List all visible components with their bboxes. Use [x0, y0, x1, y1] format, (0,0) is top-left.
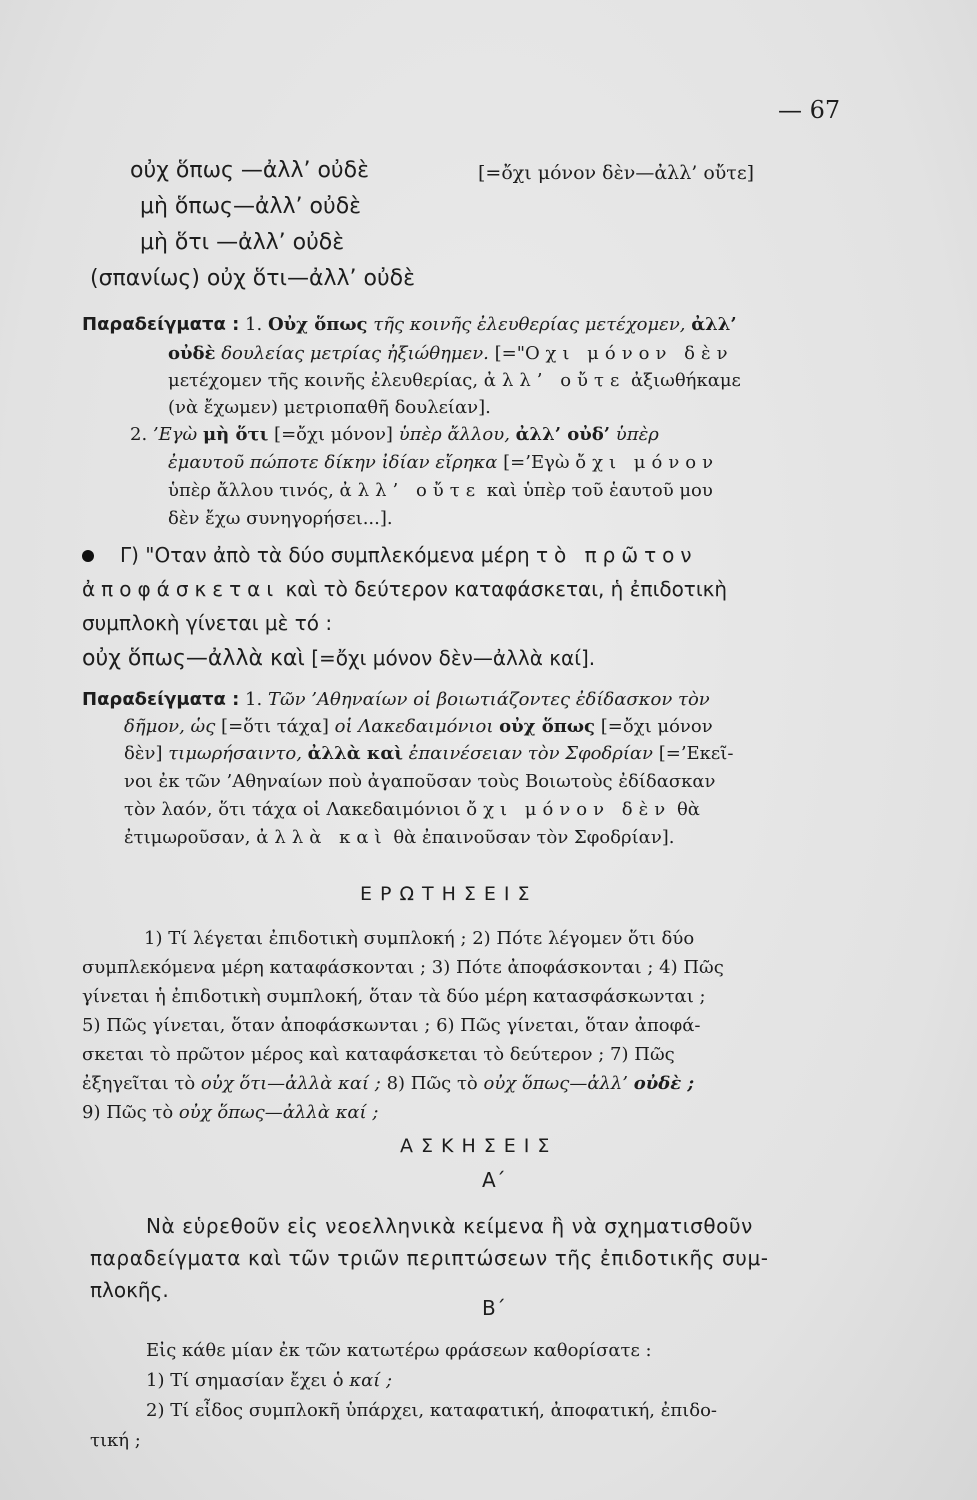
text: [=’Εκεῖ- — [658, 743, 734, 764]
text: ἀξιωθήκαμε — [631, 370, 741, 391]
questions-heading: ΕΡΩΤΗΣΕΙΣ — [360, 883, 538, 905]
italic-phrase: τιμωρήσαιντο, — [168, 743, 302, 764]
question-line-1: 1) Τί λέγεται ἐπιδοτικὴ συμπλοκή ; 2) Πότε λέγομεν ὅτι δύο — [144, 928, 695, 949]
example-number: 2. — [130, 424, 148, 445]
text: καὶ ὑπὲρ τοῦ ἑαυτοῦ μου — [486, 480, 713, 501]
examples-1-line-6 — [168, 452, 719, 473]
italic-phrase: δουλείας μετρίας ἠξιώθημεν. — [221, 343, 489, 364]
spaced-text: ὄχι μόνον δὲν — [466, 799, 672, 820]
text: θὰ ἐπαινοῦσαν τὸν Σφοδρίαν]. — [393, 827, 675, 848]
text: ὑπὲρ ἄλλου τινός, — [168, 480, 334, 501]
exercise-b-line-3: 2) Τί εἶδος συμπλοκῆ ὑπάρχει, καταφατική, ἀποφατική, ἐπιδο- — [146, 1400, 717, 1421]
text: καὶ τὸ δεύτερον καταφάσκεται, ἡ ἐπιδοτικὴ — [285, 577, 728, 601]
italic-phrase: οὐχ ὅπως—ἀλλὰ καί ; — [178, 1102, 379, 1123]
question-line-4: 5) Πῶς γίνεται, ὅταν ἀποφάσκωνται ; 6) Πῶς γίνεται, ὅταν ἀποφά- — [82, 1015, 701, 1036]
text: [=ὄχι μόνον δὲν—ἀλλὰ καί]. — [311, 646, 596, 670]
italic-phrase: οὐχ ὅτι—ἀλλὰ καί ; — [200, 1073, 381, 1094]
examples-2-line-1 — [82, 689, 710, 710]
bold-phrase: Οὐχ ὅπως — [267, 314, 368, 335]
question-line-6 — [82, 1073, 694, 1094]
italic-phrase: τῆς κοινῆς ἐλευθερίας μετέχομεν, — [373, 314, 686, 335]
spaced-text: χι μόνον δὲν — [545, 343, 734, 364]
text: ἐξηγεῖται τὸ — [82, 1073, 196, 1094]
pattern-line-3: μὴ ὅτι —ἀλλ’ οὐδὲ — [140, 230, 345, 255]
page-number: — 67 — [778, 96, 841, 124]
italic-phrase: οὐχ ὅπως—ἀλλ’ — [483, 1073, 629, 1094]
example-number: 1. — [245, 689, 263, 710]
spaced-text: ὄχι μόνον — [575, 452, 720, 473]
italic-phrase: ἐμαυτοῦ πώποτε δίκην ἰδίαν εἴρηκα — [168, 452, 498, 473]
exercise-a-line-2: παραδείγματα καὶ τῶν τριῶν περιπτώσεων τῆς ἐπιδοτικῆς συμ- — [90, 1246, 769, 1270]
bold-phrase: ἀλλ’ — [691, 314, 737, 335]
text: [=ὄχι μόνον — [600, 716, 713, 737]
spaced-text: ἀλλὰ καὶ — [256, 827, 388, 848]
exercise-b-label: Β΄ — [482, 1296, 506, 1320]
italic-phrase: ἐπαινέσειαν τὸν Σφοδρίαν — [408, 743, 653, 764]
italic-phrase: ’Εγὼ — [152, 424, 198, 445]
exercise-a-line-3: πλοκῆς. — [90, 1278, 169, 1302]
examples-2-line-3 — [124, 743, 733, 764]
examples-1-line-7 — [168, 480, 713, 501]
text: [=ὅτι τάχα] — [221, 716, 329, 737]
examples-label: Παραδείγματα : — [82, 689, 240, 710]
pattern-line-1: οὐχ ὅπως —ἀλλ’ οὐδὲ — [130, 158, 369, 183]
example-number: 1. — [245, 314, 263, 335]
examples-2-line-6 — [124, 827, 675, 848]
pattern-gloss-1: [=ὄχι μόνον δὲν—ἀλλ’ οὔτε] — [478, 162, 755, 184]
section-g-line-2 — [82, 577, 727, 601]
text: 9) Πῶς τὸ — [82, 1102, 174, 1123]
italic-phrase: ὑπὲρ ἄλλου, — [398, 424, 510, 445]
bold-italic-phrase: οὐδὲ ; — [633, 1073, 695, 1094]
text: 1) Τί σημασίαν ἔχει ὁ — [146, 1370, 344, 1391]
text: Γ) "Οταν ἀπὸ τὰ δύο συμπλεκόμενα μέρη — [120, 543, 530, 567]
text: θὰ — [676, 799, 700, 820]
section-g-line-1 — [120, 543, 698, 567]
examples-1-line-1 — [82, 314, 737, 335]
exercise-b-line-2 — [146, 1370, 392, 1391]
pattern-phrase: οὐχ ὅπως—ἀλλὰ καὶ — [82, 646, 305, 671]
exercise-a-label: Α΄ — [482, 1168, 506, 1192]
section-g-line-3: συμπλοκὴ γίνεται μὲ τό : — [82, 611, 333, 635]
question-line-7 — [82, 1102, 378, 1123]
examples-1-line-8: δὲν ἔχω συνηγορήσει...]. — [168, 508, 393, 529]
bold-phrase: ἀλλ’ οὐδ’ — [515, 424, 611, 445]
italic-phrase: Τῶν ’Αθηναίων οἱ βοιωτιάζοντες ἐδίδασκον τὸν — [267, 689, 710, 710]
question-line-5: σκεται τὸ πρῶτον μέρος καὶ καταφάσκεται τὸ δεύτερον ; 7) Πῶς — [82, 1044, 675, 1065]
examples-2-line-4: νοι ἐκ τῶν ’Αθηναίων ποὺ ἀγαποῦσαν τοὺς Βοιωτοὺς ἐδίδασκαν — [124, 771, 716, 792]
bullet-icon — [82, 550, 94, 562]
spaced-text: ἀλλ’ οὔτε — [483, 370, 626, 391]
examples-label: Παραδείγματα : — [82, 314, 240, 335]
text: τὸν λαόν, ὅτι τάχα οἱ Λακεδαιμόνιοι — [124, 799, 461, 820]
examples-1-line-2 — [168, 343, 734, 364]
text: δὲν] — [124, 743, 163, 764]
pattern-line-2: μὴ ὅπως—ἀλλ’ οὐδὲ — [140, 194, 362, 219]
exercise-b-line-4: τική ; — [90, 1430, 141, 1451]
italic-phrase: δῆμον, ὡς — [124, 716, 216, 737]
text: μετέχομεν τῆς κοινῆς ἐλευθερίας, — [168, 370, 479, 391]
bold-phrase: μὴ ὅτι — [202, 424, 269, 445]
text: ἐτιμωροῦσαν, — [124, 827, 251, 848]
spaced-text: ἀλλ’ οὔτε — [339, 480, 482, 501]
examples-2-line-5 — [124, 799, 700, 820]
italic-phrase: οἱ Λακεδαιμόνιοι — [334, 716, 494, 737]
text: [=’Εγὼ — [503, 452, 570, 473]
spaced-text: τὸ πρῶτον — [536, 543, 698, 567]
italic-phrase: ὑπὲρ — [615, 424, 659, 445]
exercises-heading: ΑΣΚΗΣΕΙΣ — [400, 1135, 558, 1157]
question-line-3: γίνεται ἡ ἐπιδοτικὴ συμπλοκή, ὅταν τὰ δύο μέρη κατασφάσκωνται ; — [82, 986, 706, 1007]
section-g-line-4 — [82, 646, 595, 671]
question-line-2: συμπλεκόμενα μέρη καταφάσκονται ; 3) Πότε ἀποφάσκονται ; 4) Πῶς — [82, 957, 724, 978]
bold-phrase: ἀλλὰ καὶ — [307, 743, 403, 764]
examples-1-line-4: (νὰ ἔχωμεν) μετριοπαθῆ δουλείαν]. — [168, 397, 491, 418]
bold-phrase: οὐδὲ — [168, 343, 216, 364]
spaced-text: ἀποφάσκεται — [82, 577, 280, 601]
text: [=ὄχι μόνον] — [274, 424, 393, 445]
text: 8) Πῶς τὸ — [386, 1073, 478, 1094]
text: [="Ο — [494, 343, 540, 364]
examples-1-line-3 — [168, 370, 741, 391]
exercise-b-line-1: Εἰς κάθε μίαν ἐκ τῶν κατωτέρω φράσεων καθορίσατε : — [146, 1340, 652, 1361]
examples-1-line-5 — [130, 424, 659, 445]
pattern-line-4: (σπανίως) οὐχ ὅτι—ἀλλ’ οὐδὲ — [90, 266, 416, 291]
examples-2-line-2 — [124, 716, 713, 737]
italic-phrase: καί ; — [349, 1370, 393, 1391]
bold-phrase: οὐχ ὅπως — [499, 716, 596, 737]
exercise-a-line-1: Νὰ εὑρεθοῦν εἰς νεοελληνικὰ κείμενα ἢ νὰ σχηματισθοῦν — [146, 1214, 753, 1238]
